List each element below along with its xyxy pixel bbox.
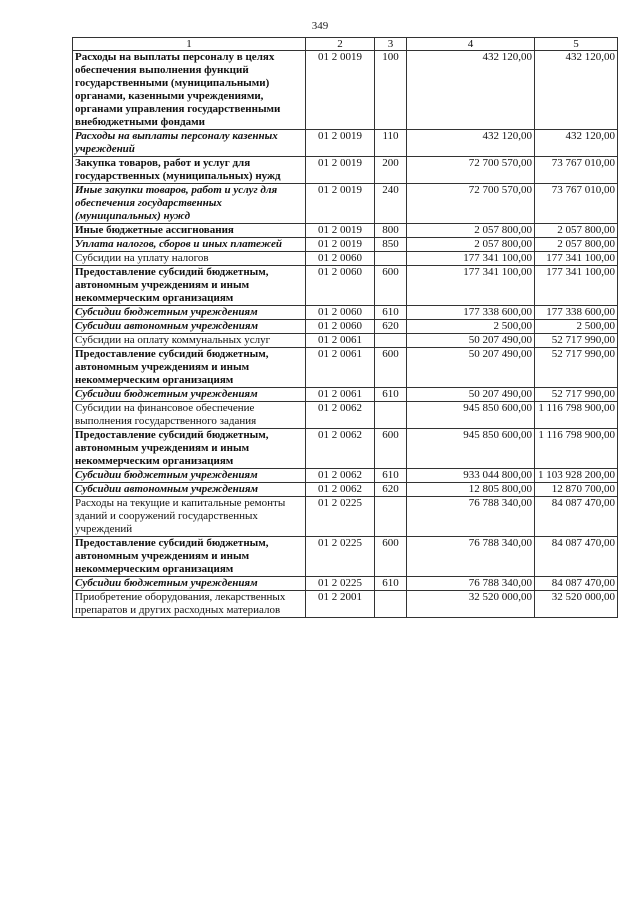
expense-name-cell: Расходы на выплаты персоналу казенных учреждений — [73, 130, 306, 157]
expense-name-cell: Расходы на выплаты персоналу в целях обеспечения выполнения функций государственными (муниципальными) органами, казенными учреждениями, органами управления государственными внебюджетными фондами — [73, 51, 306, 130]
expense-type-cell — [375, 402, 407, 429]
expense-name-cell: Уплата налогов, сборов и иных платежей — [73, 238, 306, 252]
amount-year2-cell: 2 057 800,00 — [535, 224, 618, 238]
table-row — [73, 469, 618, 483]
target-article-cell: 01 2 0019 — [306, 51, 375, 130]
target-article-cell: 01 2 0062 — [306, 402, 375, 429]
target-article-cell: 01 2 0060 — [306, 320, 375, 334]
target-article-cell: 01 2 0061 — [306, 388, 375, 402]
amount-year1-cell: 933 044 800,00 — [407, 469, 535, 483]
expense-type-cell: 240 — [375, 184, 407, 224]
expense-type-cell: 850 — [375, 238, 407, 252]
amount-year1-cell: 945 850 600,00 — [407, 429, 535, 469]
column-header-1: 1 — [73, 38, 306, 51]
amount-year2-cell: 52 717 990,00 — [535, 348, 618, 388]
target-article-cell: 01 2 0019 — [306, 224, 375, 238]
target-article-cell: 01 2 0062 — [306, 429, 375, 469]
amount-year1-cell: 76 788 340,00 — [407, 537, 535, 577]
target-article-cell: 01 2 0060 — [306, 266, 375, 306]
table-row — [73, 497, 618, 537]
table-row — [73, 320, 618, 334]
amount-year1-cell: 2 057 800,00 — [407, 238, 535, 252]
expense-type-cell: 620 — [375, 320, 407, 334]
expense-type-cell: 100 — [375, 51, 407, 130]
table-header-row — [73, 38, 618, 51]
target-article-cell: 01 2 0062 — [306, 483, 375, 497]
amount-year2-cell: 84 087 470,00 — [535, 497, 618, 537]
amount-year1-cell: 177 341 100,00 — [407, 266, 535, 306]
table-row — [73, 483, 618, 497]
expense-type-cell — [375, 252, 407, 266]
amount-year2-cell: 1 103 928 200,00 — [535, 469, 618, 483]
amount-year2-cell: 52 717 990,00 — [535, 334, 618, 348]
expense-name-cell: Иные закупки товаров, работ и услуг для обеспечения государственных (муниципальных) нужд — [73, 184, 306, 224]
table-row — [73, 184, 618, 224]
expense-type-cell — [375, 497, 407, 537]
amount-year2-cell: 1 116 798 900,00 — [535, 402, 618, 429]
amount-year2-cell: 52 717 990,00 — [535, 388, 618, 402]
expense-name-cell: Субсидии бюджетным учреждениям — [73, 577, 306, 591]
amount-year2-cell: 73 767 010,00 — [535, 157, 618, 184]
expense-name-cell: Субсидии бюджетным учреждениям — [73, 469, 306, 483]
table-row — [73, 306, 618, 320]
amount-year1-cell: 177 338 600,00 — [407, 306, 535, 320]
table-row — [73, 577, 618, 591]
target-article-cell: 01 2 0225 — [306, 577, 375, 591]
amount-year1-cell: 945 850 600,00 — [407, 402, 535, 429]
target-article-cell: 01 2 0060 — [306, 252, 375, 266]
expense-name-cell: Предоставление субсидий бюджетным, автономным учреждениям и иным некоммерческим организациям — [73, 537, 306, 577]
amount-year2-cell: 177 341 100,00 — [535, 266, 618, 306]
table-row — [73, 537, 618, 577]
amount-year1-cell: 2 057 800,00 — [407, 224, 535, 238]
target-article-cell: 01 2 0061 — [306, 348, 375, 388]
table-row — [73, 429, 618, 469]
expense-type-cell: 610 — [375, 388, 407, 402]
amount-year1-cell: 76 788 340,00 — [407, 577, 535, 591]
expense-type-cell: 600 — [375, 266, 407, 306]
column-header-4: 4 — [407, 38, 535, 51]
table-row — [73, 334, 618, 348]
amount-year2-cell: 32 520 000,00 — [535, 591, 618, 618]
target-article-cell: 01 2 0019 — [306, 238, 375, 252]
expense-type-cell — [375, 591, 407, 618]
expense-name-cell: Предоставление субсидий бюджетным, автономным учреждениям и иным некоммерческим организациям — [73, 266, 306, 306]
target-article-cell: 01 2 0060 — [306, 306, 375, 320]
expense-type-cell: 610 — [375, 306, 407, 320]
amount-year2-cell: 177 338 600,00 — [535, 306, 618, 320]
expense-name-cell: Приобретение оборудования, лекарственных препаратов и других расходных материалов — [73, 591, 306, 618]
expense-name-cell: Субсидии бюджетным учреждениям — [73, 306, 306, 320]
amount-year2-cell: 432 120,00 — [535, 51, 618, 130]
expense-type-cell: 610 — [375, 469, 407, 483]
column-header-5: 5 — [535, 38, 618, 51]
amount-year2-cell: 73 767 010,00 — [535, 184, 618, 224]
amount-year2-cell: 12 870 700,00 — [535, 483, 618, 497]
target-article-cell: 01 2 0061 — [306, 334, 375, 348]
amount-year2-cell: 84 087 470,00 — [535, 537, 618, 577]
table-row — [73, 591, 618, 618]
expense-name-cell: Закупка товаров, работ и услуг для государственных (муниципальных) нужд — [73, 157, 306, 184]
expense-name-cell: Субсидии автономным учреждениям — [73, 320, 306, 334]
expense-name-cell: Предоставление субсидий бюджетным, автономным учреждениям и иным некоммерческим организациям — [73, 429, 306, 469]
target-article-cell: 01 2 0019 — [306, 184, 375, 224]
expense-type-cell: 600 — [375, 348, 407, 388]
column-header-2: 2 — [306, 38, 375, 51]
target-article-cell: 01 2 0225 — [306, 497, 375, 537]
table-row — [73, 130, 618, 157]
target-article-cell: 01 2 0062 — [306, 469, 375, 483]
amount-year1-cell: 2 500,00 — [407, 320, 535, 334]
amount-year1-cell: 72 700 570,00 — [407, 157, 535, 184]
target-article-cell: 01 2 0225 — [306, 537, 375, 577]
expense-type-cell: 800 — [375, 224, 407, 238]
amount-year2-cell: 84 087 470,00 — [535, 577, 618, 591]
expense-name-cell: Субсидии бюджетным учреждениям — [73, 388, 306, 402]
amount-year2-cell: 1 116 798 900,00 — [535, 429, 618, 469]
expense-name-cell: Субсидии на финансовое обеспечение выполнения государственного задания — [73, 402, 306, 429]
expense-type-cell: 600 — [375, 537, 407, 577]
page-number: 349 — [311, 20, 329, 32]
amount-year2-cell: 2 057 800,00 — [535, 238, 618, 252]
table-row — [73, 266, 618, 306]
expense-type-cell: 600 — [375, 429, 407, 469]
table-row — [73, 157, 618, 184]
amount-year1-cell: 177 341 100,00 — [407, 252, 535, 266]
amount-year1-cell: 50 207 490,00 — [407, 334, 535, 348]
expense-name-cell: Иные бюджетные ассигнования — [73, 224, 306, 238]
amount-year1-cell: 50 207 490,00 — [407, 388, 535, 402]
amount-year2-cell: 432 120,00 — [535, 130, 618, 157]
expense-type-cell: 200 — [375, 157, 407, 184]
amount-year1-cell: 432 120,00 — [407, 130, 535, 157]
expense-type-cell: 110 — [375, 130, 407, 157]
table-row — [73, 402, 618, 429]
budget-table — [72, 37, 618, 618]
expense-name-cell: Расходы на текущие и капитальные ремонты зданий и сооружений государственных учреждений — [73, 497, 306, 537]
expense-name-cell: Субсидии автономным учреждениям — [73, 483, 306, 497]
expense-type-cell — [375, 334, 407, 348]
amount-year1-cell: 50 207 490,00 — [407, 348, 535, 388]
amount-year1-cell: 76 788 340,00 — [407, 497, 535, 537]
amount-year1-cell: 72 700 570,00 — [407, 184, 535, 224]
expense-name-cell: Субсидии на уплату налогов — [73, 252, 306, 266]
amount-year1-cell: 32 520 000,00 — [407, 591, 535, 618]
table-row — [73, 388, 618, 402]
table-row — [73, 348, 618, 388]
amount-year1-cell: 432 120,00 — [407, 51, 535, 130]
target-article-cell: 01 2 0019 — [306, 157, 375, 184]
column-header-3: 3 — [375, 38, 407, 51]
table-row — [73, 51, 618, 130]
table-row — [73, 224, 618, 238]
amount-year2-cell: 2 500,00 — [535, 320, 618, 334]
expense-type-cell: 620 — [375, 483, 407, 497]
amount-year2-cell: 177 341 100,00 — [535, 252, 618, 266]
target-article-cell: 01 2 0019 — [306, 130, 375, 157]
target-article-cell: 01 2 2001 — [306, 591, 375, 618]
table-row — [73, 238, 618, 252]
table-body — [73, 51, 618, 618]
amount-year1-cell: 12 805 800,00 — [407, 483, 535, 497]
expense-name-cell: Субсидии на оплату коммунальных услуг — [73, 334, 306, 348]
table-row — [73, 252, 618, 266]
expense-name-cell: Предоставление субсидий бюджетным, автономным учреждениям и иным некоммерческим организациям — [73, 348, 306, 388]
expense-type-cell: 610 — [375, 577, 407, 591]
